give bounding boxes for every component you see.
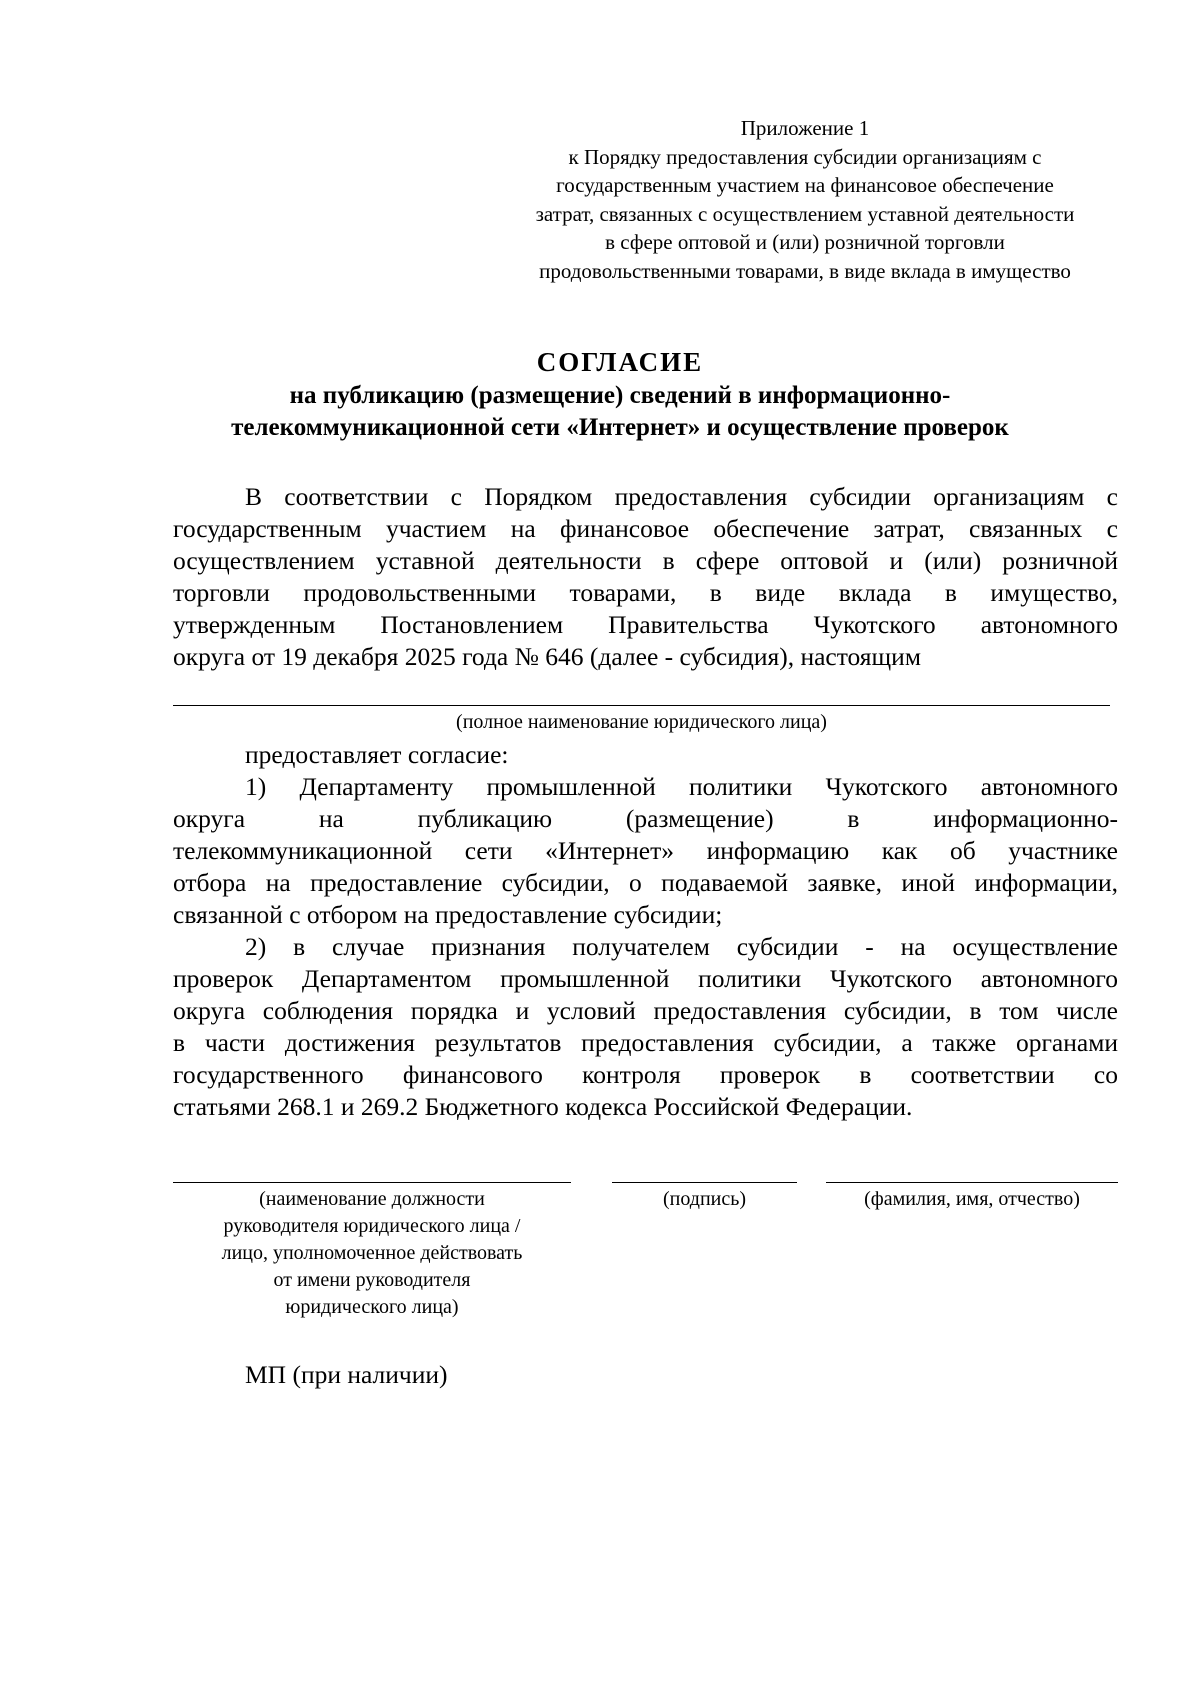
intro-line: осуществлением уставной деятельности в сфере оптовой и (или) розничной [173,546,1118,575]
consent-item1-line: 1) Департаменту промышленной политики Чукотского автономного [245,772,1118,801]
intro-line: торговли продовольственными товарами, в виде вклада в имущество, [173,578,1118,607]
consent-lead: предоставляет согласие: [245,740,509,769]
consent-item2-line: округа соблюдения порядка и условий предоставления субсидии, в том числе [173,996,1118,1025]
position-caption-line: от имени руководителя [273,1269,471,1291]
position-blank-line [173,1182,571,1183]
intro-line: государственным участием на финансовое обеспечение затрат, связанных с [173,514,1118,543]
position-caption [173,1186,571,1321]
position-caption-line: руководителя юридического лица / [223,1215,521,1237]
consent-item2-line: в части достижения результатов предоставления субсидии, а также органами [173,1028,1118,1057]
signature-caption: (подпись) [662,1188,747,1210]
full-name-blank-line [826,1182,1118,1183]
document-title [150,344,1090,444]
title-main: СОГЛАСИЕ [536,347,704,377]
appendix-line: Приложение 1 [740,116,870,140]
consent-item1-line: округа на публикацию (размещение) в информационно- [173,804,1118,833]
consent-item2-line: статьями 268.1 и 269.2 Бюджетного кодекса Российской Федерации. [173,1092,913,1121]
appendix-header [480,114,1130,285]
title-subtitle-line: на публикацию (размещение) сведений в информационно- [289,382,951,409]
stamp-note: МП (при наличии) [245,1360,448,1389]
position-caption-line: лицо, уполномоченное действовать [221,1242,523,1264]
signature-blank-line [612,1182,797,1183]
consent-item2-line: государственного финансового контроля проверок в соответствии со [173,1060,1118,1089]
appendix-line: затрат, связанных с осуществлением уставной деятельности [535,201,1075,226]
position-caption-line: (наименование должности [259,1188,485,1210]
appendix-line: государственным участием на финансовое обеспечение [556,173,1054,197]
appendix-line: к Порядку предоставления субсидии организациям с [568,144,1042,169]
entity-name-caption: (полное наименование юридического лица) [456,711,827,733]
consent-item1-line: связанной с отбором на предоставление субсидии; [173,900,723,929]
consent-item2-line: 2) в случае признания получателем субсидии - на осуществление [245,932,1118,961]
intro-line: В соответствии с Порядком предоставления субсидии организациям с [245,482,1118,511]
intro-line: округа от 19 декабря 2025 года № 646 (далее - субсидия), настоящим [173,642,921,671]
appendix-line: продовольственными товарами, в виде вклада в имущество [539,258,1071,283]
consent-item2-line: проверок Департаментом промышленной политики Чукотского автономного [173,964,1118,993]
intro-line: утвержденным Постановлением Правительства Чукотского автономного [173,610,1118,639]
title-subtitle-line: телекоммуникационной сети «Интернет» и осуществление проверок [231,414,1009,441]
full-name-caption: (фамилия, имя, отчество) [864,1188,1080,1210]
consent-item1-line: отбора на предоставление субсидии, о подаваемой заявке, иной информации, [173,868,1118,897]
position-caption-line: юридического лица) [285,1296,459,1318]
appendix-line: в сфере оптовой и (или) розничной торговли [605,230,1005,254]
consent-item1-line: телекоммуникационной сети «Интернет» информацию как об участнике [173,836,1118,865]
entity-name-blank-line [173,705,1110,706]
